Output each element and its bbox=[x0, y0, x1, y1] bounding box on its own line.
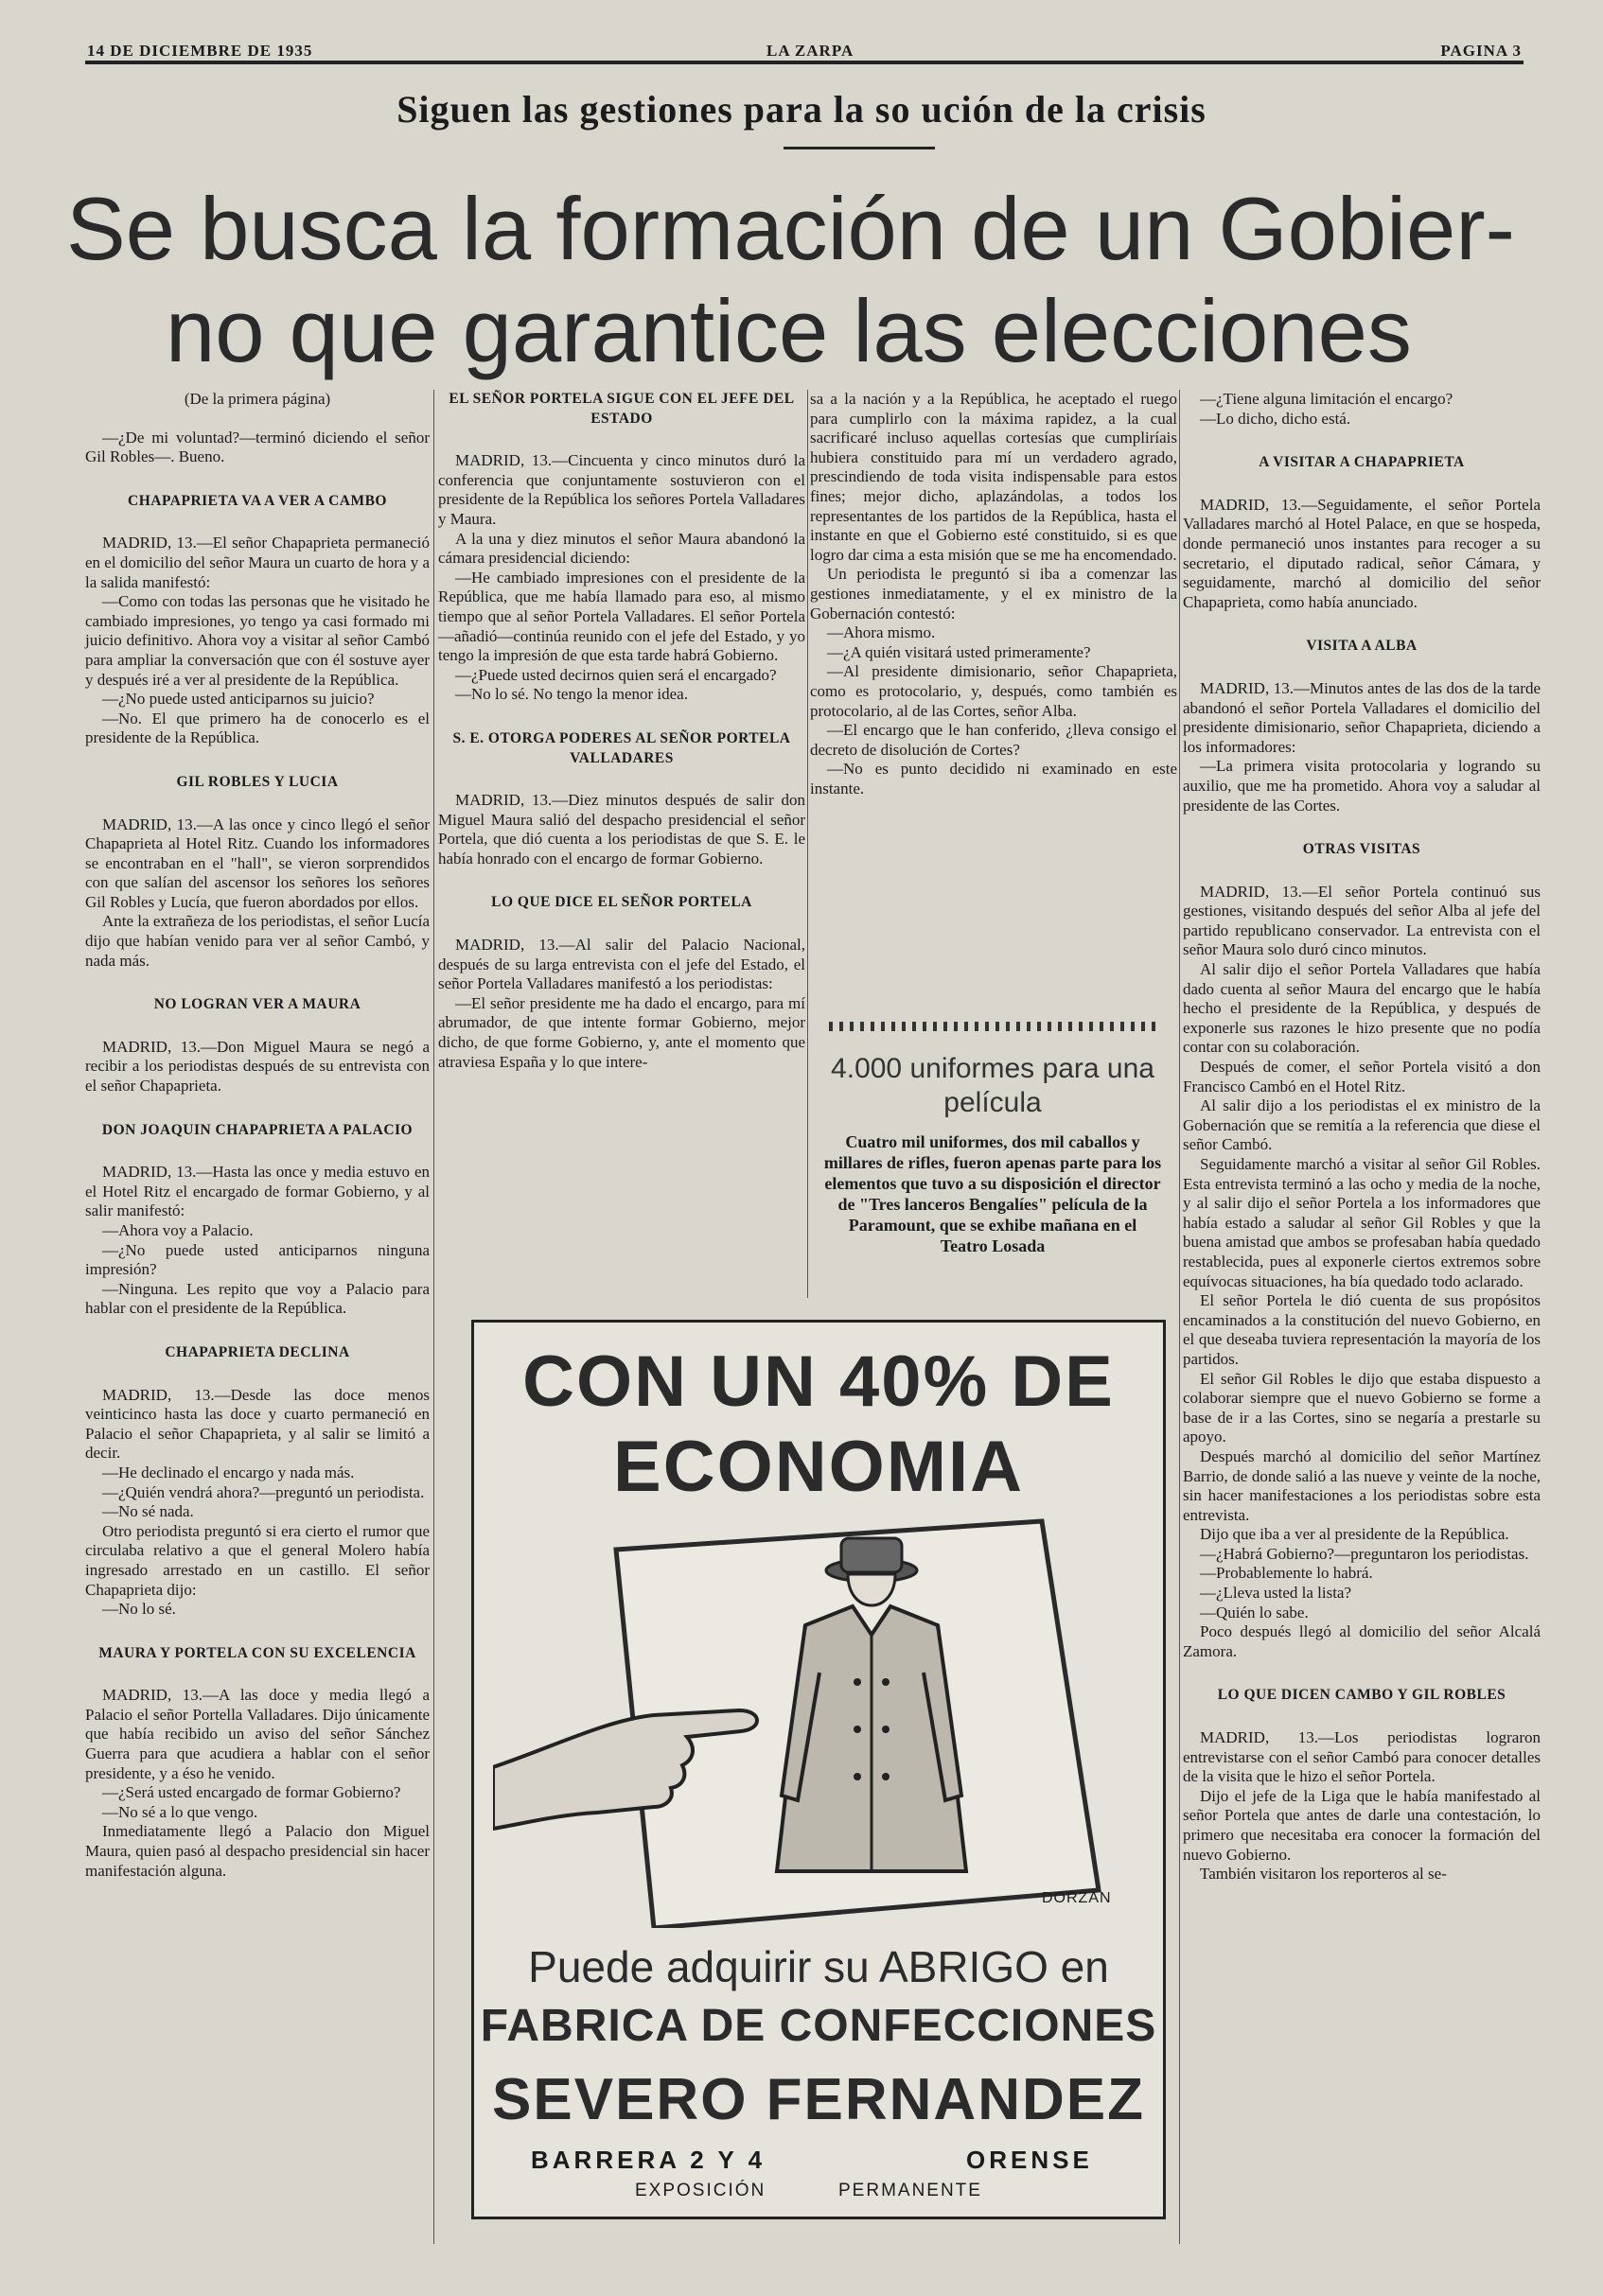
paragraph: MADRID, 13.—Seguidamente, el señor Portela Valladares marchó al Hotel Palace, en que se hospeda, donde permaneció unos instantes para recoger a su secretario, el diputado radical, señor Cámara, y seguidamente, marchó al domicilio del señor Chapaprieta, como había anunciado. bbox=[1183, 495, 1541, 611]
section-heading: CHAPAPRIETA VA A VER A CAMBO bbox=[128, 492, 387, 509]
paragraph: Después marchó al domicilio del señor Martínez Barrio, de donde salió a las nueve y veinte de la noche, sin hacer manifestaciones a los periodistas sobre esta entrevista. bbox=[1183, 1446, 1541, 1524]
paragraph: —No sé nada. bbox=[102, 1502, 194, 1521]
paragraph: MADRID, 13.—Al salir del Palacio Nacional, después de su larga entrevista con el jefe del Estado, el señor Portela Valladares manifestó a los periodistas: bbox=[438, 936, 805, 993]
paragraph: También visitaron los reporteros al se- bbox=[1200, 1865, 1447, 1884]
column-4 bbox=[1183, 390, 1541, 1884]
paragraph: MADRID, 13.—El señor Chapaprieta permaneció en el domicilio del señor Maura un cuarto de hora y a la salida manifestó: bbox=[85, 534, 430, 591]
paragraph: MADRID, 13.—Desde las doce menos veinticinco hasta las doce y cuarto permaneció en Palacio el señor Chapaprieta, y al salir se limitó a decir. bbox=[85, 1385, 430, 1463]
headline-line-2: no que garantice las elecciones bbox=[166, 281, 1412, 380]
paragraph: Después de comer, el señor Portela visitó a don Francisco Cambó en el Hotel Ritz. bbox=[1183, 1058, 1541, 1095]
paragraph: MADRID, 13.—Hasta las once y media estuvo en el Hotel Ritz el encargado de formar Gobierno, y al salir manifestó: bbox=[85, 1163, 430, 1220]
paragraph: Seguidamente marchó a visitar al señor Gil Robles. Esta entrevista terminó a las ocho y media de la noche, y al salir dijo el señor Portela a los informadores que había estado a saludar al señor Gil Robles y que la buena amistad que ambos se profesaban había quedado restablecida, pues al exponerle ciertos extremos sobre equívocas situaciones, ha bía quedado todo aclarado. bbox=[1183, 1155, 1541, 1290]
dotted-rule bbox=[829, 1022, 1156, 1031]
paragraph: MADRID, 13.—A las once y cinco llegó el señor Chapaprieta al Hotel Ritz. Cuando los informadores se encontraban en el "hall", se vieron sorprendidos con que salían del ascensor los señores los señores Gil Robles y Lucía, que fueron abordados por ellos. bbox=[85, 815, 430, 911]
ad-address: BARRERA 2 Y 4 bbox=[531, 2146, 766, 2174]
column-rule-1 bbox=[433, 390, 434, 2244]
paragraph: Un periodista le preguntó si iba a comenzar las gestiones inmediatamente, y el ex ministro de la Gobernación contestó: bbox=[810, 565, 1177, 622]
paragraph: sa a la nación y a la República, he aceptado el ruego para cumplirlo con la máxima rapidez, a la cual sacrificaré incluso aquellas cortesías que cumpliríais hubiera constituido para mí un verdadero agrado, prescindiendo de toda visita indispensable para estos fines; mejor dicho, aplazándolas, a todos los representantes de los partidos de la República, hasta el instante en que el Gobierno esté constituido, si es que logro dar cima a esta misión que se me ha encomendado. bbox=[810, 390, 1177, 564]
paragraph: —He declinado el encargo y nada más. bbox=[102, 1463, 355, 1481]
film-news-box bbox=[823, 1022, 1162, 1296]
paragraph: —No. El que primero ha de conocerlo es el presidente de la República. bbox=[85, 709, 430, 747]
ad-text-abrigo: Puede adquirir su ABRIGO en bbox=[528, 1942, 1109, 1991]
article-continuation-note: (De la primera página) bbox=[184, 390, 331, 408]
paragraph: —¿A quién visitará usted primeramente? bbox=[827, 642, 1091, 661]
paragraph: Al salir dijo a los periodistas el ex ministro de la Gobernación que se remitía a la referencia que diese el señor Cambó. bbox=[1183, 1096, 1541, 1154]
section-heading: MAURA Y PORTELA CON SU EXCELENCIA bbox=[98, 1644, 416, 1661]
ad-exhibit-2: PERMANENTE bbox=[838, 2181, 982, 2200]
paragraph: —¿Tiene alguna limitación el encargo? bbox=[1200, 390, 1453, 408]
paragraph: —Probablemente lo habrá. bbox=[1200, 1564, 1373, 1583]
section-heading: DON JOAQUIN CHAPAPRIETA A PALACIO bbox=[101, 1121, 414, 1138]
paragraph: —No lo sé. bbox=[102, 1600, 176, 1619]
paragraph: Poco después llegó al domicilio del señor Alcalá Zamora. bbox=[1183, 1622, 1541, 1660]
paragraph: —¿No puede usted anticiparnos ninguna impresión? bbox=[85, 1240, 430, 1279]
paragraph: MADRID, 13.—Diez minutos después de salir don Miguel Maura salió del despacho presidencial el señor Portela, que dió cuenta a los periodistas de que S. E. le había honrado con el encargo de formar Gobierno. bbox=[438, 791, 805, 868]
ad-text-store-name: SEVERO FERNANDEZ bbox=[492, 2067, 1145, 2132]
section-heading: LO QUE DICE EL SEÑOR PORTELA bbox=[491, 894, 752, 911]
paragraph: —El encargo que le han conferido, ¿lleva consigo el decreto de disolución de Cortes? bbox=[810, 721, 1177, 759]
paragraph: —Ahora mismo. bbox=[827, 623, 936, 642]
ad-headline-2: ECONOMIA bbox=[613, 1427, 1024, 1507]
column-rule-2 bbox=[807, 390, 808, 1298]
section-heading: VISITA A ALBA bbox=[1306, 638, 1418, 655]
paragraph: —No sé a lo que vengo. bbox=[102, 1802, 258, 1821]
ad-city: ORENSE bbox=[966, 2146, 1093, 2174]
column-rule-3 bbox=[1179, 390, 1180, 2244]
paragraph: Otro periodista preguntó si era cierto el rumor que circulaba relativo a que el general Molero había ingresado arrestado en un castillo. El señor Chapaprieta dijo: bbox=[85, 1521, 430, 1599]
column-3 bbox=[810, 390, 1177, 798]
paragraph: MADRID, 13.—Don Miguel Maura se negó a recibir a los periodistas después de su entrevista con el señor Chapaprieta. bbox=[85, 1037, 430, 1095]
paragraph: —¿Puede usted decirnos quien será el encargado? bbox=[455, 665, 777, 684]
ad-exhibit-1: EXPOSICIÓN bbox=[635, 2181, 766, 2200]
kicker-headline: Siguen las gestiones para la so ución de la crisis bbox=[396, 88, 1207, 131]
masthead bbox=[85, 40, 1524, 64]
paragraph: —¿De mi voluntad?—terminó diciendo el señor Gil Robles—. Bueno. bbox=[85, 428, 430, 466]
section-heading: NO LOGRAN VER A MAURA bbox=[153, 996, 361, 1013]
section-heading: OTRAS VISITAS bbox=[1302, 841, 1421, 858]
paragraph: MADRID, 13.—A las doce y media llegó a Palacio el señor Portella Valladares. Dijo únicamente que había recibido un aviso del señor Sánchez Guerra para que acudiera a hablar con el señor presidente, y a éso he venido. bbox=[85, 1686, 430, 1782]
paragraph: MADRID, 13.—Los periodistas lograron entrevistarse con el señor Cambó para conocer detalles de la visita que le hizo el señor Portela. bbox=[1183, 1728, 1541, 1786]
paragraph: Dijo que iba a ver al presidente de la República. bbox=[1200, 1525, 1509, 1544]
film-box-title: 4.000 uniformes para una película bbox=[831, 1053, 1154, 1118]
section-heading: A VISITAR A CHAPAPRIETA bbox=[1259, 454, 1465, 471]
paragraph: —Ninguna. Les repito que voy a Palacio para hablar con el presidente de la República. bbox=[85, 1279, 430, 1318]
paragraph: —Lo dicho, dicho está. bbox=[1200, 409, 1351, 428]
paragraph: —La primera visita protocolaria y logrando su auxilio, que me ha prometido. Ahora voy a saludar al presidente de las Cortes. bbox=[1183, 757, 1541, 815]
coat-advertisement bbox=[471, 1320, 1166, 2219]
section-heading: GIL ROBLES Y LUCIA bbox=[176, 773, 339, 790]
ad-illustration bbox=[493, 1512, 1146, 1928]
paragraph: MADRID, 13.—Cincuenta y cinco minutos duró la conferencia que conjuntamente sostuvieron con el presidente de la República los señores Portela Valladares y Maura. bbox=[438, 451, 805, 528]
paragraph: El señor Gil Robles le dijo que estaba dispuesto a colaborar siempre que el nuevo Gobierno se forme a base de ir a las Cortes, sino se negaría a prestarle su apoyo. bbox=[1183, 1369, 1541, 1446]
section-heading: S. E. OTORGA PODERES AL SEÑOR PORTELA VALLADARES bbox=[452, 729, 791, 766]
paragraph: —Ahora voy a Palacio. bbox=[102, 1221, 254, 1239]
column-2 bbox=[438, 390, 805, 1072]
film-box-subtitle: Cuatro mil uniformes, dos mil caballos y millares de rifles, fueron apenas parte para los elementos que tuvo a su disposición el director de "Tres lanceros Bengalíes" película de la Paramount, que se exhibe mañana en el Teatro Losada bbox=[823, 1132, 1162, 1255]
masthead-page-number: PAGINA 3 bbox=[1440, 42, 1522, 60]
ad-text-fabrica: FABRICA DE CONFECCIONES bbox=[480, 2001, 1157, 2051]
masthead-paper-name: LA ZARPA bbox=[766, 42, 854, 60]
paragraph: —No lo sé. No tengo la menor idea. bbox=[455, 685, 688, 704]
section-heading: CHAPAPRIETA DECLINA bbox=[165, 1343, 350, 1360]
masthead-date: 14 DE DICIEMBRE DE 1935 bbox=[87, 42, 313, 60]
ad-headline-1: CON UN 40% DE bbox=[522, 1341, 1115, 1422]
paragraph: El señor Portela le dió cuenta de sus propósitos encaminados a la constitución del nuevo Gobierno, en el que deseaba tuviera representación la mayoría de los partidos. bbox=[1183, 1291, 1541, 1368]
paragraph: —Como con todas las personas que he visitado he cambiado impresiones, yo tengo ya casi formado mi juicio definitivo. Ahora voy a visitar al señor Cambó para ampliar la conversación que con él sostuve ayer y después iré a ver al presidente de la República. bbox=[85, 592, 430, 689]
paragraph: —He cambiado impresiones con el presidente de la República, que me había llamado para eso, al mismo tiempo que al señor Portela Valladares. El señor Portela—añadió—continúa reunido con el jefe del Estado, y yo tengo la impresión de que esta tarde habrá Gobierno. bbox=[438, 568, 805, 665]
paragraph: MADRID, 13.—El señor Portela continuó sus gestiones, visitando después del señor Alba al jefe del partido republicano conservador. La entrevista con el señor Maura solo duró cinco minutos. bbox=[1183, 882, 1541, 959]
column-1 bbox=[85, 390, 430, 1881]
paragraph: MADRID, 13.—Minutos antes de las dos de la tarde abandonó el señor Portela Valladares el domicilio del presidente dimisionario, señor Chapaprieta, diciendo a los informadores: bbox=[1183, 678, 1541, 756]
paragraph: Al salir dijo el señor Portela Valladares que había dado cuenta al señor Maura del encargo que le había hecho el presidente de la República, y después de exponerle sus razones le hizo presente que no podía contar con su colaboración. bbox=[1183, 960, 1541, 1057]
paragraph: —¿Lleva usted la lista? bbox=[1200, 1584, 1352, 1603]
section-heading: EL SEÑOR PORTELA SIGUE CON EL JEFE DEL ESTADO bbox=[449, 391, 795, 427]
main-headline bbox=[57, 178, 1561, 382]
paragraph: —Al presidente dimisionario, señor Chapaprieta, como es protocolario, y, después, como también es protocolario, al de las Cortes, señor Alba. bbox=[810, 662, 1177, 720]
paragraph: —¿Será usted encargado de formar Gobierno? bbox=[102, 1783, 401, 1802]
paragraph: Inmediatamente llegó a Palacio don Miguel Maura, quien pasó al despacho presidencial sin hacer manifestación alguna. bbox=[85, 1822, 430, 1880]
kicker-rule bbox=[784, 147, 935, 149]
paragraph: —Quién lo sabe. bbox=[1200, 1603, 1309, 1621]
ad-artist-signature: DORZAN bbox=[1042, 1890, 1112, 1906]
headline-line-1: Se busca la formación de un Gobier- bbox=[66, 179, 1515, 278]
paragraph: —El señor presidente me ha dado el encargo, para mí abrumador, de que intente formar Gobierno, mejor dicho, de que forme Gobierno, y, ante el momento que atraviesa España y lo que intere- bbox=[438, 993, 805, 1071]
paragraph: Ante la extrañeza de los periodistas, el señor Lucía dijo que habían venido para ver al señor Cambó, y nada más. bbox=[85, 912, 431, 970]
paragraph: —¿Habrá Gobierno?—preguntaron los periodistas. bbox=[1200, 1544, 1529, 1563]
paragraph: Dijo el jefe de la Liga que le había manifestado al señor Portela que antes de darle una contestación, lo primero que necesitaba era conocer la formación del nuevo Gobierno. bbox=[1183, 1786, 1541, 1864]
paragraph: A la una y diez minutos el señor Maura abandonó la cámara presidencial diciendo: bbox=[438, 529, 805, 568]
paragraph: —No es punto decidido ni examinado en este instante. bbox=[810, 760, 1177, 797]
section-heading: LO QUE DICEN CAMBO Y GIL ROBLES bbox=[1217, 1687, 1506, 1704]
paragraph: —¿Quién vendrá ahora?—preguntó un periodista. bbox=[102, 1482, 425, 1501]
paragraph: —¿No puede usted anticiparnos su juicio? bbox=[102, 690, 375, 709]
